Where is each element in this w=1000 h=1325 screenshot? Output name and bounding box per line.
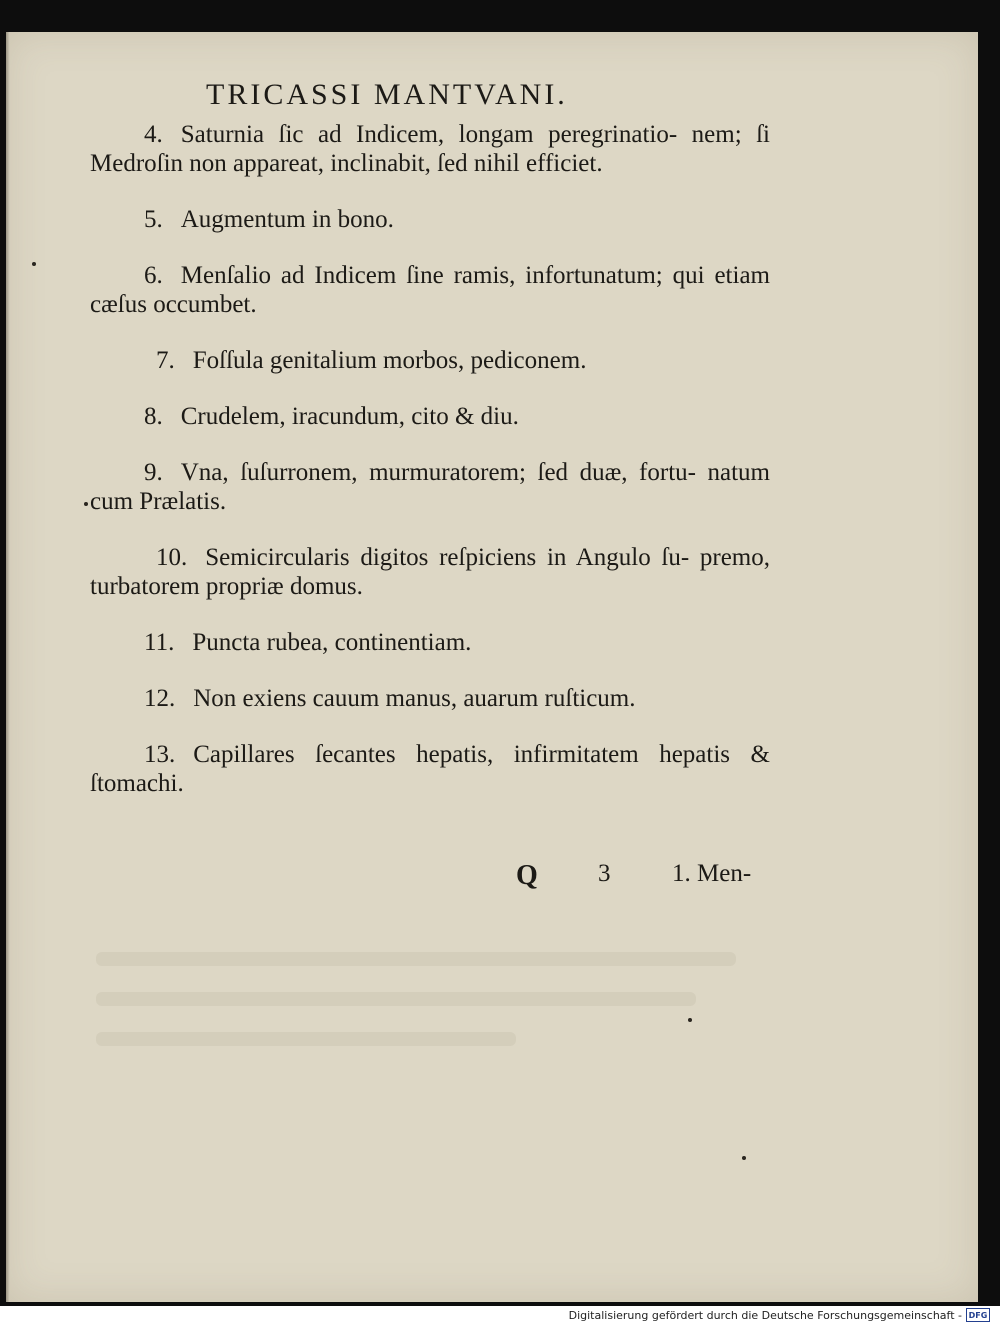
entry-text: Foſſula genitalium morbos, pediconem. — [192, 347, 587, 374]
entry-text: Saturnia ſic ad Indicem, longam peregrinatio- nem; ſi Medroſin non appareat, inclinabit, ſed nihil efficiet. — [90, 121, 770, 177]
entry-number: 11. — [144, 629, 175, 656]
entry-10 — [90, 543, 770, 601]
entry-number: 9. — [144, 459, 163, 486]
entry-list — [90, 120, 770, 825]
leaf-number: 3 — [598, 860, 611, 887]
catchword: 1. Men- — [672, 860, 752, 887]
page-edge — [6, 32, 10, 1302]
entry-6 — [90, 261, 770, 319]
signature-mark: Q — [516, 860, 538, 891]
book-page — [6, 32, 978, 1302]
dfg-logo-icon: DFG — [966, 1308, 990, 1322]
entry-number: 12. — [144, 685, 176, 712]
entry-text: Non exiens cauum manus, auarum ruſticum. — [193, 685, 636, 712]
entry-number: 8. — [144, 403, 163, 430]
entry-text: Menſalio ad Indicem ſine ramis, infortunatum; qui etiam cæſus occumbet. — [90, 262, 770, 318]
entry-13 — [90, 740, 770, 798]
entry-number: 4. — [144, 121, 163, 148]
bleed-through-line — [96, 952, 736, 966]
entry-12 — [90, 684, 770, 713]
digitization-credit: Digitalisierung gefördert durch die Deutsche Forschungsgemeinschaft - — [568, 1309, 962, 1322]
ink-speck — [84, 502, 88, 506]
entry-number: 10. — [156, 544, 188, 571]
entry-text: Semicircularis digitos reſpiciens in Angulo ſu- premo, turbatorem propriæ domus. — [90, 544, 770, 600]
entry-text: Vna, ſuſurronem, murmuratorem; ſed duæ, fortu- natum cum Prælatis. — [90, 459, 770, 515]
entry-text: Augmentum in bono. — [180, 206, 394, 233]
entry-number: 7. — [156, 347, 175, 374]
entry-11 — [90, 628, 770, 657]
entry-4 — [90, 120, 770, 178]
entry-9 — [90, 458, 770, 516]
entry-7 — [90, 346, 770, 375]
entry-number: 13. — [144, 741, 176, 768]
entry-text: Puncta rubea, continentiam. — [192, 629, 472, 656]
entry-5 — [90, 205, 770, 234]
bleed-through-line — [96, 1032, 516, 1046]
ink-speck — [32, 262, 36, 266]
ink-speck — [742, 1156, 746, 1160]
entry-number: 6. — [144, 262, 163, 289]
running-title: TRICASSI MANTVANI. — [206, 78, 568, 111]
entry-8 — [90, 402, 770, 431]
entry-number: 5. — [144, 206, 163, 233]
ink-speck — [688, 1018, 692, 1022]
bleed-through-line — [96, 992, 696, 1006]
entry-text: Capillares ſecantes hepatis, infirmitatem hepatis & ſtomachi. — [90, 741, 770, 797]
entry-text: Crudelem, iracundum, cito & diu. — [180, 403, 519, 430]
